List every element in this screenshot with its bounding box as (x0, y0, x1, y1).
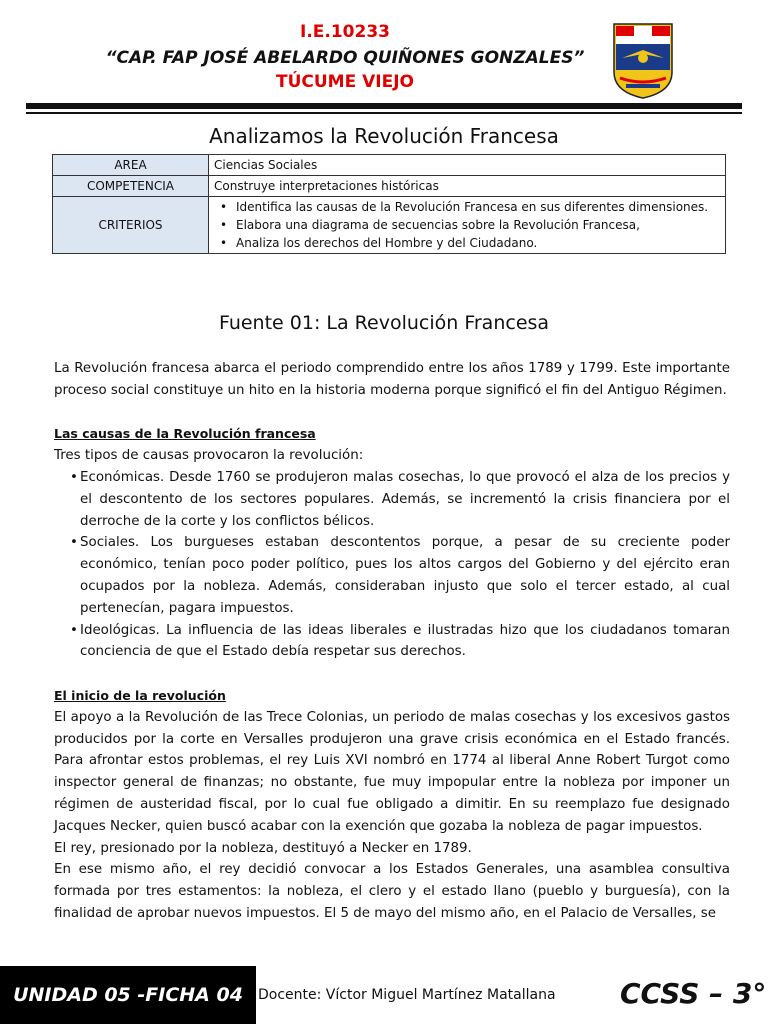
school-name: “CAP. FAP JOSÉ ABELARDO QUIÑONES GONZALES” (105, 48, 585, 68)
causas-heading: Las causas de la Revolución francesa (54, 426, 316, 442)
area-value: Ciencias Sociales (209, 155, 726, 176)
inicio-heading: El inicio de la revolución (54, 687, 226, 703)
section-title: Fuente 01: La Revolución Francesa (218, 312, 550, 334)
teacher-name: Docente: Víctor Miguel Martínez Matallana (258, 987, 556, 1003)
intro-paragraph: La Revolución francesa abarca el periodo comprendido entre los años 1789 y 1799. Este importante proceso social constituye un hito en la historia moderna porque significó el fin del Antiguo Régimen. (54, 361, 730, 398)
course-label: CCSS – 3° (620, 977, 767, 1010)
inicio-paragraph-1: El apoyo a la Revolución de las Trece Colonias, un periodo de malas cosechas y los excesivos gastos producidos por la corte en Versalles produjeron una grave crisis económica en el Estado francés. Para afrontar estos problemas, el rey Luis XVI nombró en 1774 al liberal Anne Robert Turgot como inspector general de finanzas; no obstante, fue muy impopular entre la nobleza por imponer un régimen de austeridad fiscal, por lo cual fue obligado a dimitir. En su reemplazo fue designado Jacques Necker, quien buscó acabar con la exención que gozaba la nobleza de pagar impuestos. (54, 709, 730, 834)
school-code: I.E.10233 (300, 22, 390, 42)
area-label: AREA (53, 155, 209, 176)
list-item: • Analiza los derechos del Hombre y del Ciudadano. (214, 234, 720, 252)
list-item: • Sociales. Los burgueses estaban descontentos porque, a pesar de su creciente poder económico, tenían poco poder político, pues los altos cargos del Gobierno y del ejército eran ocupados por la nobleza. Además, consideraban injusto que solo el tercer estado, al cual pertenecían, pagara impuestos. (54, 532, 730, 619)
list-item: • Identifica las causas de la Revolución Francesa en sus diferentes dimensiones. (214, 198, 720, 216)
school-crest-icon (612, 22, 674, 100)
causas-list (54, 467, 730, 663)
criterios-list (209, 197, 726, 254)
list-item: • Elabora una diagrama de secuencias sobre la Revolución Francesa, (214, 216, 720, 234)
body-content (54, 358, 730, 925)
header-divider-thin (26, 112, 742, 114)
spacer (54, 663, 730, 685)
competencia-label: COMPETENCIA (53, 176, 209, 197)
list-item: • Ideológicas. La influencia de las ideas liberales e ilustradas hizo que los ciudadanos tomaran conciencia de que el Estado debía respetar sus derechos. (54, 620, 730, 664)
causas-lead: Tres tipos de causas provocaron la revolución: (54, 448, 364, 464)
competencia-value: Construye interpretaciones históricas (209, 176, 726, 197)
list-item: • Económicas. Desde 1760 se produjeron malas cosechas, lo que provocó el alza de los precios y el descontento de los sectores populares. Además, se incrementó la crisis financiera por el derroche de la corte y los conflictos bélicos. (54, 467, 730, 532)
document-footer (0, 966, 768, 1024)
unit-label: UNIDAD 05 -FICHA 04 (0, 966, 256, 1024)
school-location: TÚCUME VIEJO (275, 72, 414, 92)
spacer (54, 402, 730, 424)
page-title: Analizamos la Revolución Francesa (209, 124, 559, 148)
table-row (53, 155, 726, 176)
inicio-paragraph-3: En ese mismo año, el rey decidió convocar a los Estados Generales, una asamblea consultiva formada por tres estamentos: la nobleza, el clero y el estado llano (pueblo y burguesía), con la finalidad de aprobar nuevos impuestos. El 5 de mayo del mismo año, en el Palacio de Versalles, se (54, 862, 730, 921)
criterios-label: CRITERIOS (53, 197, 209, 254)
inicio-paragraph-2: El rey, presionado por la nobleza, destituyó a Necker en 1789. (54, 840, 472, 856)
table-row (53, 197, 726, 254)
table-row (53, 176, 726, 197)
header-divider-thick (26, 103, 742, 109)
document-header (0, 0, 768, 110)
info-table (52, 154, 726, 254)
